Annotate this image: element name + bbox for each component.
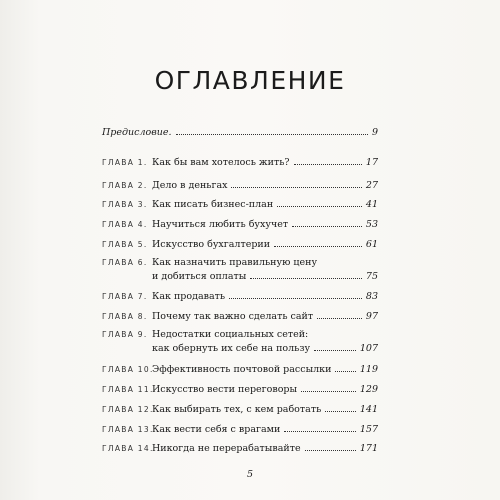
chapter-label: ГЛАВА 7. xyxy=(102,292,148,301)
leader-dots xyxy=(294,163,362,165)
chapter-label: ГЛАВА 3. xyxy=(102,200,148,209)
chapter-title: Как выбирать тех, с кем работать xyxy=(152,404,322,415)
chapter-page: 141 xyxy=(359,404,378,415)
toc-entry xyxy=(102,157,378,171)
chapter-title: Как продавать xyxy=(152,291,226,302)
chapter-title: Как вести себя с врагами xyxy=(152,424,281,435)
chapter-label: ГЛАВА 5. xyxy=(102,240,148,249)
preface-title: Предисловие. xyxy=(102,127,172,138)
chapter-title: Как бы вам хотелось жить? xyxy=(152,157,290,168)
leader-dots xyxy=(277,205,362,207)
leader-dots xyxy=(305,449,356,451)
chapter-title: Недостатки социальных сетей: xyxy=(152,329,309,340)
chapter-label: ГЛАВА 1. xyxy=(102,158,148,167)
toc-entry xyxy=(102,311,378,325)
chapter-label: ГЛАВА 9. xyxy=(102,330,148,339)
chapter-label: ГЛАВА 11. xyxy=(102,385,154,394)
chapter-page: 119 xyxy=(359,364,378,375)
chapter-page: 107 xyxy=(359,343,378,354)
chapter-title: Дело в деньгах xyxy=(152,180,228,191)
chapter-page: 17 xyxy=(365,157,378,168)
toc-preface xyxy=(102,127,378,138)
chapter-title: Эффективность почтовой рассылки xyxy=(152,364,332,375)
leader-dots xyxy=(274,245,362,247)
toc-entry xyxy=(102,404,378,418)
toc-entry xyxy=(102,180,378,194)
leader-dots xyxy=(176,133,368,135)
leader-dots xyxy=(317,317,362,319)
toc-entry xyxy=(102,291,378,305)
chapter-title: Искусство бухгалтерии xyxy=(152,239,271,250)
leader-dots xyxy=(284,430,356,432)
page-number: 5 xyxy=(246,469,254,480)
leader-dots xyxy=(301,390,356,392)
chapter-label: ГЛАВА 14. xyxy=(102,444,154,453)
chapter-page: 41 xyxy=(365,199,378,210)
chapter-label: ГЛАВА 2. xyxy=(102,181,148,190)
chapter-label: ГЛАВА 6. xyxy=(102,258,148,267)
chapter-label: ГЛАВА 8. xyxy=(102,312,148,321)
chapter-page: 171 xyxy=(359,443,378,454)
toc-entry xyxy=(102,364,378,378)
toc-entry xyxy=(102,199,378,213)
chapter-page: 97 xyxy=(365,311,378,322)
chapter-page: 75 xyxy=(365,271,378,282)
leader-dots xyxy=(292,225,362,227)
chapter-title: Почему так важно сделать сайт xyxy=(152,311,314,322)
chapter-title: и добиться оплаты xyxy=(152,271,247,282)
chapter-title: Искусство вести переговоры xyxy=(152,384,298,395)
chapter-title: Научиться любить бухучет xyxy=(152,219,289,230)
chapter-page: 83 xyxy=(365,291,378,302)
leader-dots xyxy=(250,277,362,279)
chapter-title: как обернуть их себе на пользу xyxy=(152,343,311,354)
chapter-label: ГЛАВА 4. xyxy=(102,220,148,229)
chapter-page: 129 xyxy=(359,384,378,395)
chapter-title: Никогда не перерабатывайте xyxy=(152,443,301,454)
toc-entry xyxy=(102,329,378,357)
chapter-page: 53 xyxy=(365,219,378,230)
toc-entry xyxy=(102,219,378,233)
chapter-page: 157 xyxy=(359,424,378,435)
leader-dots xyxy=(335,370,355,372)
chapter-title: Как назначить правильную цену xyxy=(152,257,318,268)
chapter-page: 27 xyxy=(365,180,378,191)
toc-entry xyxy=(102,257,378,285)
chapter-title: Как писать бизнес-план xyxy=(152,199,274,210)
toc-entry xyxy=(102,443,378,457)
leader-dots xyxy=(314,349,356,351)
leader-dots xyxy=(231,186,361,188)
chapter-label: ГЛАВА 13. xyxy=(102,425,154,434)
leader-dots xyxy=(325,410,356,412)
chapter-page: 61 xyxy=(365,239,378,250)
leader-dots xyxy=(229,297,362,299)
toc-entry xyxy=(102,384,378,398)
chapter-label: ГЛАВА 10. xyxy=(102,365,154,374)
toc-entry xyxy=(102,239,378,253)
chapter-label: ГЛАВА 12. xyxy=(102,405,154,414)
toc-entry xyxy=(102,424,378,438)
preface-page: 9 xyxy=(371,127,378,138)
page-title: ОГЛАВЛЕНИЕ xyxy=(154,66,346,95)
